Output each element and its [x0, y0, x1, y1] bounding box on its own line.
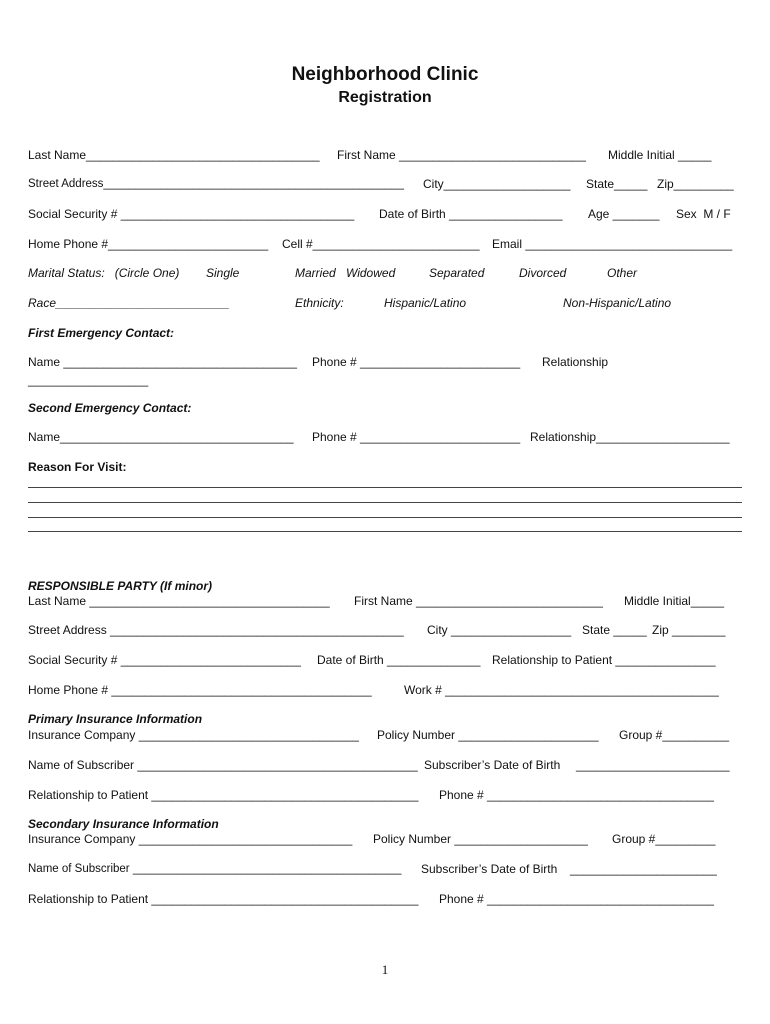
home-phone-field[interactable]: Home Phone #________________________: [28, 237, 269, 251]
secondary-relationship-row: [28, 891, 744, 907]
reason-line-4[interactable]: [28, 531, 742, 532]
secondary-subscriber-dob-line[interactable]: ______________________: [570, 862, 717, 876]
city-field[interactable]: City___________________: [423, 177, 571, 191]
primary-subscriber-dob-label: Subscriber’s Date of Birth: [424, 758, 561, 772]
primary-company-row: [28, 727, 744, 743]
state-field[interactable]: State_____: [586, 177, 648, 191]
primary-company-field[interactable]: Insurance Company _________________________________: [28, 728, 359, 742]
secondary-subscriber-row: [28, 861, 744, 877]
responsible-city-field[interactable]: City __________________: [427, 623, 572, 637]
marital-status-label: Marital Status: (Circle One): [28, 266, 180, 280]
second-emergency-heading-text: Second Emergency Contact:: [28, 401, 192, 415]
responsible-state-field[interactable]: State _____: [582, 623, 647, 637]
secondary-relationship-field[interactable]: Relationship to Patient ________________________________________: [28, 892, 419, 906]
responsible-home-phone-field[interactable]: Home Phone # _______________________________________: [28, 683, 372, 697]
page-number: 1: [381, 962, 389, 977]
marital-option-other[interactable]: Other: [607, 266, 638, 280]
first-emergency-row: [28, 354, 744, 370]
responsible-heading-text: RESPONSIBLE PARTY (If minor): [28, 579, 213, 593]
reason-heading: [28, 459, 744, 475]
second-emergency-heading: [28, 400, 744, 416]
responsible-zip-field[interactable]: Zip ________: [652, 623, 726, 637]
responsible-last-name-field[interactable]: Last Name ____________________________________: [28, 594, 330, 608]
marital-status-row: [28, 265, 744, 281]
primary-insurance-heading: [28, 711, 744, 727]
emergency1-phone-field[interactable]: Phone # ________________________: [312, 355, 521, 369]
form-title: Neighborhood Clinic: [291, 64, 479, 85]
secondary-policy-field[interactable]: Policy Number ____________________: [373, 832, 588, 846]
responsible-phone-row: [28, 682, 744, 698]
form-subtitle: Registration: [338, 89, 432, 106]
marital-option-single[interactable]: Single: [206, 266, 240, 280]
sex-field[interactable]: Sex M / F: [676, 207, 731, 221]
responsible-ssn-row: [28, 652, 744, 668]
patient-name-row: [28, 147, 744, 163]
primary-subscriber-field[interactable]: Name of Subscriber __________________________________________: [28, 758, 418, 772]
zip-field[interactable]: Zip_________: [657, 177, 734, 191]
secondary-insurance-heading: [28, 816, 744, 832]
secondary-group-field[interactable]: Group #_________: [612, 832, 716, 846]
responsible-dob-field[interactable]: Date of Birth ______________: [317, 653, 481, 667]
responsible-name-row: [28, 593, 744, 609]
primary-subscriber-row: [28, 757, 744, 773]
first-emergency-wrap-row: [28, 372, 744, 388]
email-field[interactable]: Email _______________________________: [492, 237, 733, 251]
marital-option-widowed[interactable]: Widowed: [346, 266, 396, 280]
first-emergency-heading-text: First Emergency Contact:: [28, 326, 175, 340]
reason-line-1[interactable]: [28, 487, 742, 488]
ethnicity-option-non-hispanic[interactable]: Non-Hispanic/Latino: [563, 296, 672, 310]
responsible-ssn-field[interactable]: Social Security # ___________________________: [28, 653, 301, 667]
patient-address-row: [28, 176, 744, 192]
reason-line-2[interactable]: [28, 502, 742, 503]
secondary-company-row: [28, 831, 744, 847]
first-emergency-heading: [28, 325, 744, 341]
patient-phone-row: [28, 236, 744, 252]
primary-subscriber-dob-line[interactable]: _______________________: [576, 758, 730, 772]
emergency1-name-field[interactable]: Name ___________________________________: [28, 355, 297, 369]
marital-option-divorced[interactable]: Divorced: [519, 266, 567, 280]
marital-option-married[interactable]: Married: [295, 266, 336, 280]
second-emergency-row: [28, 429, 744, 445]
secondary-company-field[interactable]: Insurance Company ________________________________: [28, 832, 353, 846]
primary-insurance-heading-text: Primary Insurance Information: [28, 712, 203, 726]
primary-relationship-field[interactable]: Relationship to Patient ________________________________________: [28, 788, 419, 802]
responsible-address-row: [28, 622, 744, 638]
emergency1-relationship-label: Relationship: [542, 355, 609, 369]
primary-relationship-row: [28, 787, 744, 803]
emergency2-relationship-field[interactable]: Relationship____________________: [530, 430, 730, 444]
race-ethnicity-row: [28, 295, 744, 311]
primary-policy-field[interactable]: Policy Number _____________________: [377, 728, 599, 742]
middle-initial-field[interactable]: Middle Initial _____: [608, 148, 712, 162]
responsible-heading: [28, 578, 744, 594]
primary-phone-field[interactable]: Phone # __________________________________: [439, 788, 714, 802]
reason-line-3[interactable]: [28, 517, 742, 518]
cell-field[interactable]: Cell #_________________________: [282, 237, 480, 251]
ethnicity-label: Ethnicity:: [295, 296, 344, 310]
emergency2-name-field[interactable]: Name___________________________________: [28, 430, 294, 444]
last-name-field[interactable]: Last Name___________________________________: [28, 148, 320, 162]
emergency1-relationship-line[interactable]: __________________: [28, 373, 149, 387]
ssn-field[interactable]: Social Security # ___________________________________: [28, 207, 355, 221]
secondary-subscriber-dob-label: Subscriber’s Date of Birth: [421, 862, 558, 876]
secondary-insurance-heading-text: Secondary Insurance Information: [28, 817, 219, 831]
street-address-field[interactable]: Street Address_______________________________________________: [28, 178, 405, 190]
patient-ssn-row: [28, 206, 744, 222]
secondary-subscriber-field[interactable]: Name of Subscriber __________________________________________: [28, 863, 402, 875]
race-field[interactable]: Race__________________________: [28, 296, 230, 310]
first-name-field[interactable]: First Name ____________________________: [337, 148, 586, 162]
ethnicity-option-hispanic[interactable]: Hispanic/Latino: [384, 296, 467, 310]
responsible-work-field[interactable]: Work # _________________________________________: [404, 683, 719, 697]
reason-heading-text: Reason For Visit:: [28, 460, 127, 474]
age-field[interactable]: Age _______: [588, 207, 660, 221]
primary-group-field[interactable]: Group #__________: [619, 728, 730, 742]
marital-option-separated[interactable]: Separated: [429, 266, 485, 280]
emergency2-phone-field[interactable]: Phone # ________________________: [312, 430, 521, 444]
responsible-relationship-field[interactable]: Relationship to Patient _______________: [492, 653, 716, 667]
secondary-phone-field[interactable]: Phone # __________________________________: [439, 892, 714, 906]
responsible-street-field[interactable]: Street Address ____________________________________________: [28, 623, 404, 637]
responsible-first-name-field[interactable]: First Name ____________________________: [354, 594, 603, 608]
dob-field[interactable]: Date of Birth _________________: [379, 207, 563, 221]
responsible-middle-initial-field[interactable]: Middle Initial_____: [624, 594, 725, 608]
